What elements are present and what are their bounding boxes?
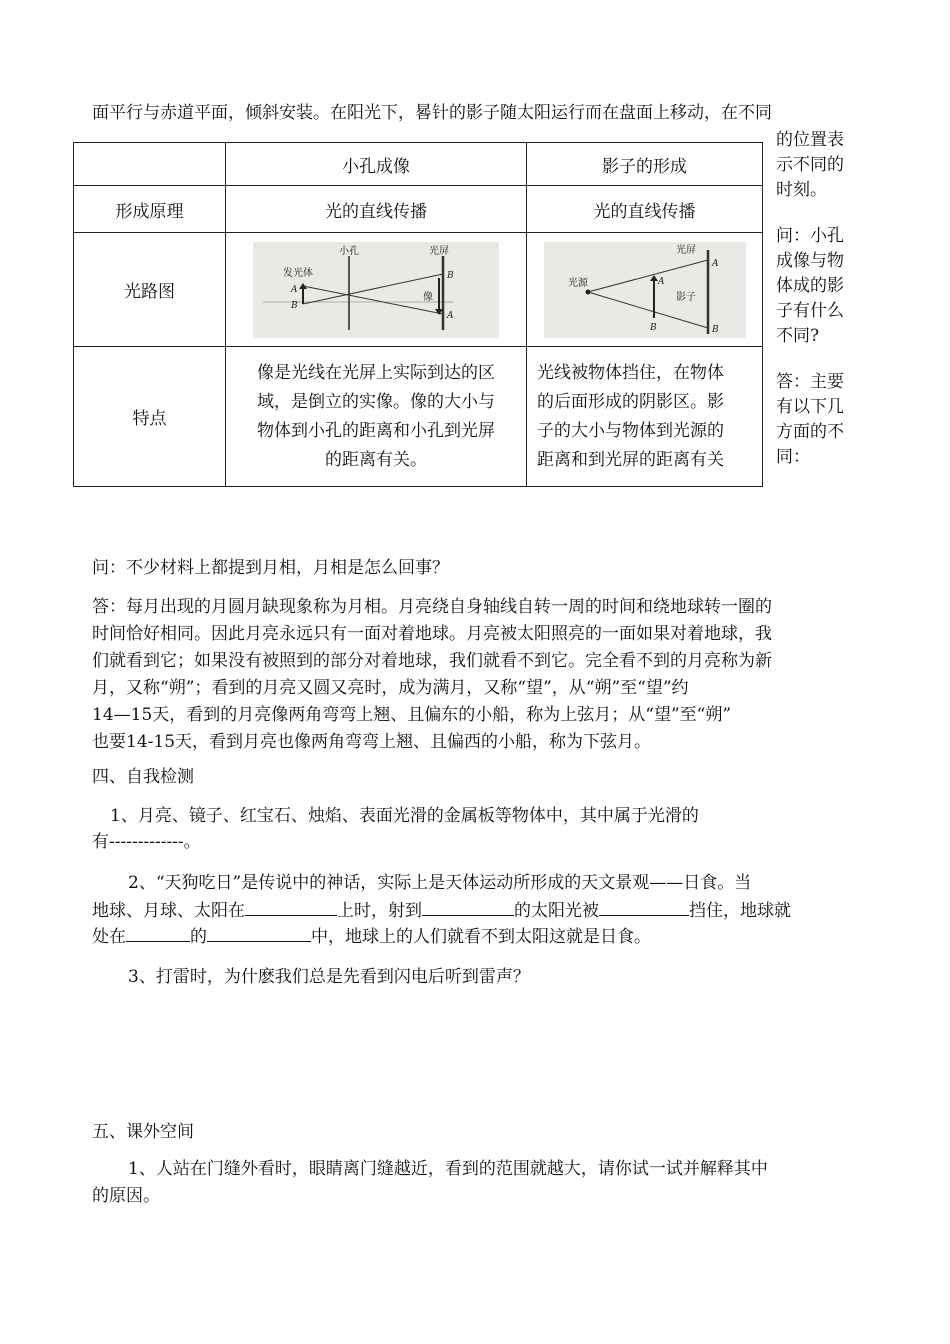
comparison-table (73, 142, 763, 487)
section4-q3: 3、打雷时，为什麽我们总是先看到闪电后听到雷声？ (128, 967, 530, 987)
blank-input[interactable] (126, 923, 190, 942)
moon-answer-line: 也要14-15天，看到月亮也像两角弯弯上翘、且偏西的小船，称为下弦月。 (92, 732, 652, 752)
pinhole-feature-line: 域，是倒立的实像。像的大小与 (257, 391, 495, 412)
section5-q1-line1: 1、人站在门缝外看时，眼睛离门缝越近，看到的范围就越大，请你试一试并解释其中 (128, 1159, 768, 1179)
table-row (74, 186, 763, 233)
point-a-label: A (291, 284, 298, 295)
point-a-label: A (657, 276, 664, 287)
section4-title: 四、自我检测 (92, 767, 194, 787)
pinhole-diagram (253, 242, 499, 338)
side-note-line: 的位置表 (776, 130, 844, 150)
section4-q1-line1: 1、月亮、镜子、红宝石、烛焰、表面光滑的金属板等物体中，其中属于光滑的 (110, 806, 699, 826)
header-cell-empty (74, 143, 226, 186)
side-note-line: 不同? (776, 326, 820, 346)
side-note-line: 答：主要 (776, 372, 844, 392)
shadow-principle: 光的直线传播 (527, 186, 763, 233)
shadow-feature-line: 距离和到光屏的距离有关 (537, 449, 724, 470)
row-label-principle: 形成原理 (74, 186, 226, 233)
section4-q2-line1: 2、“天狗吃日”是传说中的神话，实际上是天体运动所形成的天文景观——日食。当 (128, 873, 752, 893)
image-a-label: A (447, 310, 454, 321)
object-arrowhead (650, 275, 658, 281)
q2-text: 上时，射到 (337, 901, 422, 921)
side-note-line: 方面的不 (776, 422, 844, 442)
blank-input[interactable] (422, 897, 514, 916)
shadow-features (527, 347, 763, 487)
blank-input[interactable] (599, 897, 689, 916)
side-note (776, 128, 862, 470)
side-note-line: 有以下几 (776, 397, 844, 417)
side-note-line: 示不同的 (776, 155, 844, 175)
side-note-line: 同： (776, 447, 810, 467)
pinhole-feature-line: 的距离有关。 (325, 449, 427, 470)
q2-text: 的太阳光被 (514, 901, 599, 921)
q2-text: 中，地球上的人们就看不到太阳这就是日食。 (311, 927, 651, 947)
side-note-line: 时刻。 (776, 180, 827, 200)
pinhole-principle: 光的直线传播 (226, 186, 527, 233)
blank-input[interactable] (207, 923, 311, 942)
table-row (74, 233, 763, 347)
pinhole-diagram-cell (226, 233, 527, 347)
blank-input[interactable] (245, 897, 337, 916)
section5-title: 五、课外空间 (92, 1122, 194, 1142)
side-note-line: 体成的影 (776, 276, 844, 296)
moon-answer (92, 594, 862, 756)
q2-text: 的 (190, 927, 207, 947)
moon-answer-line: 14—15天，看到的月亮像两角弯弯上翘、且偏东的小船，称为上弦月；从“望”至“朔” (92, 705, 732, 725)
source-label: 光源 (567, 277, 588, 289)
q2-text: 处在 (92, 927, 126, 947)
section5-q1-line2: 的原因。 (92, 1186, 160, 1206)
section4-q2-line3 (92, 923, 860, 949)
screen-label: 光屏 (429, 245, 449, 257)
pinhole-features (226, 347, 527, 487)
point-b-label: B (291, 300, 298, 311)
screen-label: 光屏 (675, 244, 696, 256)
moon-question: 问：不少材料上都提到月相，月相是怎么回事？ (92, 558, 449, 578)
moon-answer-line: 们就看到它；如果没有被照到的部分对着地球，我们就看不到它。完全看不到的月亮称为新 (92, 651, 772, 671)
table-header-row (74, 143, 763, 186)
side-note-line: 子有什么 (776, 301, 844, 321)
row-label-features: 特点 (74, 347, 226, 487)
ray-top (588, 260, 708, 292)
side-note-line: 成像与物 (776, 251, 844, 271)
intro-line: 面平行与赤道平面，倾斜安装。在阳光下，晷针的影子随太阳运行而在盘面上移动，在不同 (92, 103, 772, 123)
object-label: 发光体 (283, 267, 313, 279)
section4-q2-line2 (92, 897, 860, 923)
screen-b-label: B (711, 324, 719, 335)
shadow-feature-line: 光线被物体挡住，在物体 (537, 362, 724, 383)
pinhole-feature-line: 物体到小孔的距离和小孔到光屏 (257, 420, 495, 441)
side-note-line: 问：小孔 (776, 226, 844, 246)
table-row (74, 347, 763, 487)
pinhole-feature-line: 像是光线在光屏上实际到达的区 (257, 362, 495, 383)
moon-answer-line: 答：每月出现的月圆月缺现象称为月相。月亮绕自身轴线自转一周的时间和绕地球转一圈的 (92, 597, 772, 617)
hole-label: 小孔 (339, 245, 359, 257)
moon-answer-line: 月，又称“朔”；看到的月亮又圆又亮时，成为满月，又称“望”，从“朔”至“望”约 (92, 678, 689, 698)
shadow-feature-line: 子的大小与物体到光源的 (537, 420, 724, 441)
q2-text: 挡住，地球就 (689, 901, 791, 921)
shadow-diagram (544, 242, 746, 338)
header-cell-pinhole: 小孔成像 (226, 143, 527, 186)
shadow-feature-line: 的后面形成的阴影区。影 (537, 391, 724, 412)
image-label: 像 (423, 291, 433, 303)
moon-answer-line: 时间恰好相同。因此月亮永远只有一面对着地球。月亮被太阳照亮的一面如果对着地球，我 (92, 624, 772, 644)
shadow-diagram-cell (527, 233, 763, 347)
screen-a-label: A (711, 258, 718, 269)
image-b-label: B (447, 270, 454, 281)
shadow-label: 影子 (675, 291, 696, 303)
row-label-diagram: 光路图 (74, 233, 226, 347)
section4-q1-line2: 有-------------。 (92, 832, 201, 852)
point-b-label: B (649, 322, 657, 333)
q2-text: 地球、月球、太阳在 (92, 901, 245, 921)
header-cell-shadow: 影子的形成 (527, 143, 763, 186)
